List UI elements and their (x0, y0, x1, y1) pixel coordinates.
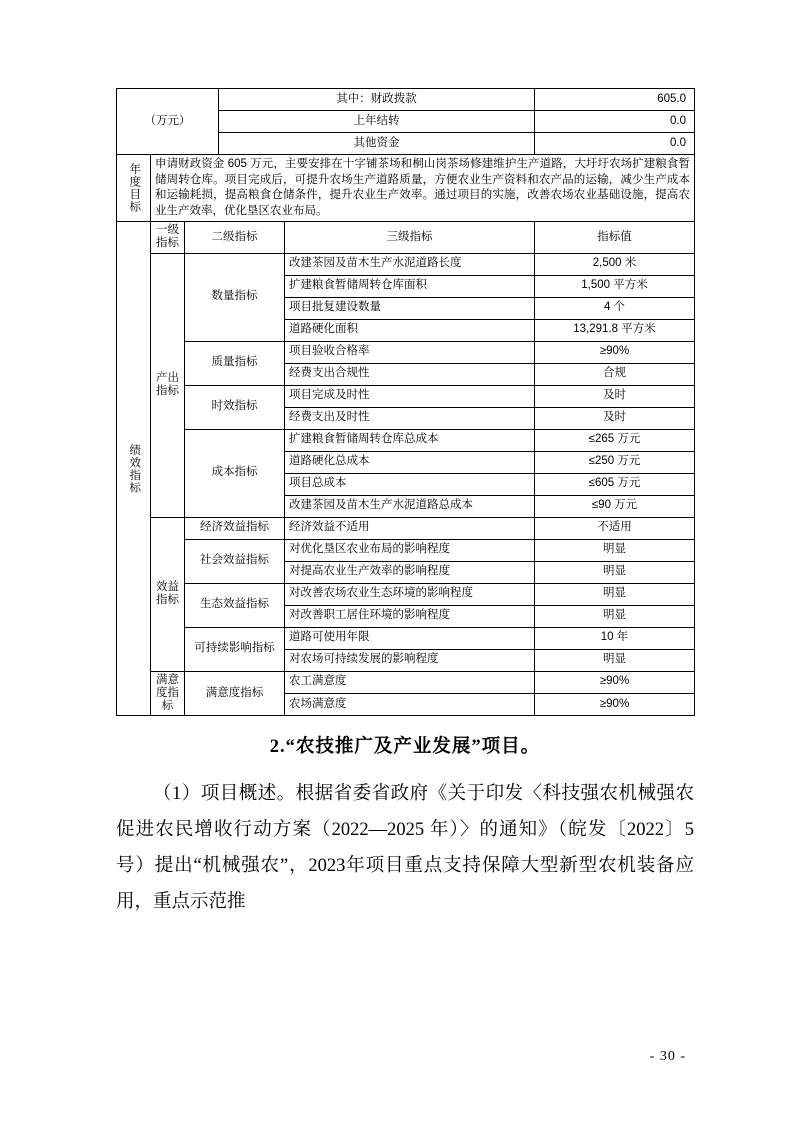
header-level1: 一级指标 (151, 222, 185, 253)
value-cell: ≤90 万元 (535, 495, 695, 517)
unit-label-cell: （万元） (117, 89, 219, 155)
level3-cell: 改建茶园及苗木生产水泥道路总成本 (285, 495, 535, 517)
level2-shehui: 社会效益指标 (185, 539, 285, 583)
value-cell: ≤605 万元 (535, 473, 695, 495)
level2-chengben: 成本指标 (185, 429, 285, 517)
value-cell: 13,291.8 平方米 (535, 319, 695, 341)
value-cell: ≥90% (535, 341, 695, 363)
value-cell: 10 年 (535, 627, 695, 649)
level3-cell: 改建茶园及苗木生产水泥道路长度 (285, 253, 535, 275)
value-cell: 不适用 (535, 517, 695, 539)
value-cell: ≤250 万元 (535, 451, 695, 473)
value-cell: ≤265 万元 (535, 429, 695, 451)
value-cell: 及时 (535, 407, 695, 429)
budget-value-cell: 0.0 (535, 111, 695, 133)
budget-value-cell: 605.0 (535, 89, 695, 111)
level2-jingji: 经济效益指标 (185, 517, 285, 539)
value-cell: 明显 (535, 539, 695, 561)
level3-cell: 项目验收合格率 (285, 341, 535, 363)
performance-row-label-text: 绩效指标 (128, 443, 141, 494)
level3-cell: 扩建粮食暂储周转仓库总成本 (285, 429, 535, 451)
level1-xiaoyi: 效益指标 (151, 517, 185, 671)
annual-goal-row (117, 155, 695, 222)
value-cell: 明显 (535, 583, 695, 605)
table-row (117, 429, 695, 451)
level2-shuliang: 数量指标 (185, 253, 285, 341)
table-row (117, 89, 695, 111)
performance-budget-table (116, 88, 695, 716)
value-cell: ≥90% (535, 671, 695, 693)
level3-cell: 对改善职工居住环境的影响程度 (285, 605, 535, 627)
level1-chanchu: 产出指标 (151, 253, 185, 517)
level3-cell: 经济效益不适用 (285, 517, 535, 539)
table-row (117, 671, 695, 693)
annual-goal-label-text: 年度目标 (128, 163, 141, 214)
value-cell: 明显 (535, 605, 695, 627)
table-row (117, 583, 695, 605)
level2-shengtai: 生态效益指标 (185, 583, 285, 627)
performance-header-row (117, 222, 695, 253)
level3-cell: 项目完成及时性 (285, 385, 535, 407)
level3-cell: 项目批复建设数量 (285, 297, 535, 319)
level3-cell: 农工满意度 (285, 671, 535, 693)
table-row (117, 517, 695, 539)
level1-manyidu: 满意度指标 (151, 671, 185, 716)
budget-label-cell: 上年结转 (219, 111, 535, 133)
value-cell: ≥90% (535, 693, 695, 715)
performance-row-label (117, 222, 151, 716)
annual-goal-text: 申请财政资金 605 万元，主要安排在十字铺茶场和桐山岗茶场修建维护生产道路，大圩圩农场扩建粮食暂储周转仓库。项目完成后，可提升农场生产道路质量，方便农业生产资料和农产品的运输，减少生产成本和运输耗损，提高粮食仓储条件，提升农业生产效率。通过项目的实施，改善农场农业基础设施，提高农业生产效率，优化垦区农业布局。 (151, 155, 695, 222)
table-row (117, 341, 695, 363)
header-value: 指标值 (535, 222, 695, 253)
level3-cell: 道路可使用年限 (285, 627, 535, 649)
value-cell: 明显 (535, 649, 695, 671)
table-row (117, 627, 695, 649)
level2-shixiao: 时效指标 (185, 385, 285, 429)
table-row (117, 253, 695, 275)
section-heading: 2.“农技推广及产业发展”项目。 (269, 737, 541, 758)
value-cell: 2,500 米 (535, 253, 695, 275)
header-level3: 三级指标 (285, 222, 535, 253)
budget-label-cell: 其中：财政拨款 (219, 89, 535, 111)
budget-label-cell: 其他资金 (219, 133, 535, 155)
value-cell: 及时 (535, 385, 695, 407)
level3-cell: 农场满意度 (285, 693, 535, 715)
value-cell: 1,500 平方米 (535, 275, 695, 297)
level3-cell: 道路硬化总成本 (285, 451, 535, 473)
page-number: - 30 - (649, 1049, 686, 1064)
level2-kechixu: 可持续影响指标 (185, 627, 285, 671)
value-cell: 合规 (535, 363, 695, 385)
level3-cell: 对优化垦区农业布局的影响程度 (285, 539, 535, 561)
value-cell: 4 个 (535, 297, 695, 319)
table-row (117, 539, 695, 561)
level3-cell: 道路硬化面积 (285, 319, 535, 341)
table-row (117, 385, 695, 407)
level3-cell: 经费支出合规性 (285, 363, 535, 385)
annual-goal-label (117, 155, 151, 222)
value-cell: 明显 (535, 561, 695, 583)
section-paragraph: （1）项目概述。根据省委省政府《关于印发〈科技强农机械强农促进农民增收行动方案（2022—2025 年）〉的通知》（皖发〔2022〕5 号）提出“机械强农”，2023年项目重点支持保障大型新型农机装备应用，重点示范推 (116, 784, 694, 913)
budget-value-cell: 0.0 (535, 133, 695, 155)
level3-cell: 项目总成本 (285, 473, 535, 495)
level2-zhiliang: 质量指标 (185, 341, 285, 385)
header-level2: 二级指标 (185, 222, 285, 253)
level3-cell: 对改善农场农业生态环境的影响程度 (285, 583, 535, 605)
level2-manyidu: 满意度指标 (185, 671, 285, 716)
level3-cell: 对提高农业生产效率的影响程度 (285, 561, 535, 583)
level3-cell: 对农场可持续发展的影响程度 (285, 649, 535, 671)
level3-cell: 扩建粮食暂储周转仓库面积 (285, 275, 535, 297)
level3-cell: 经费支出及时性 (285, 407, 535, 429)
